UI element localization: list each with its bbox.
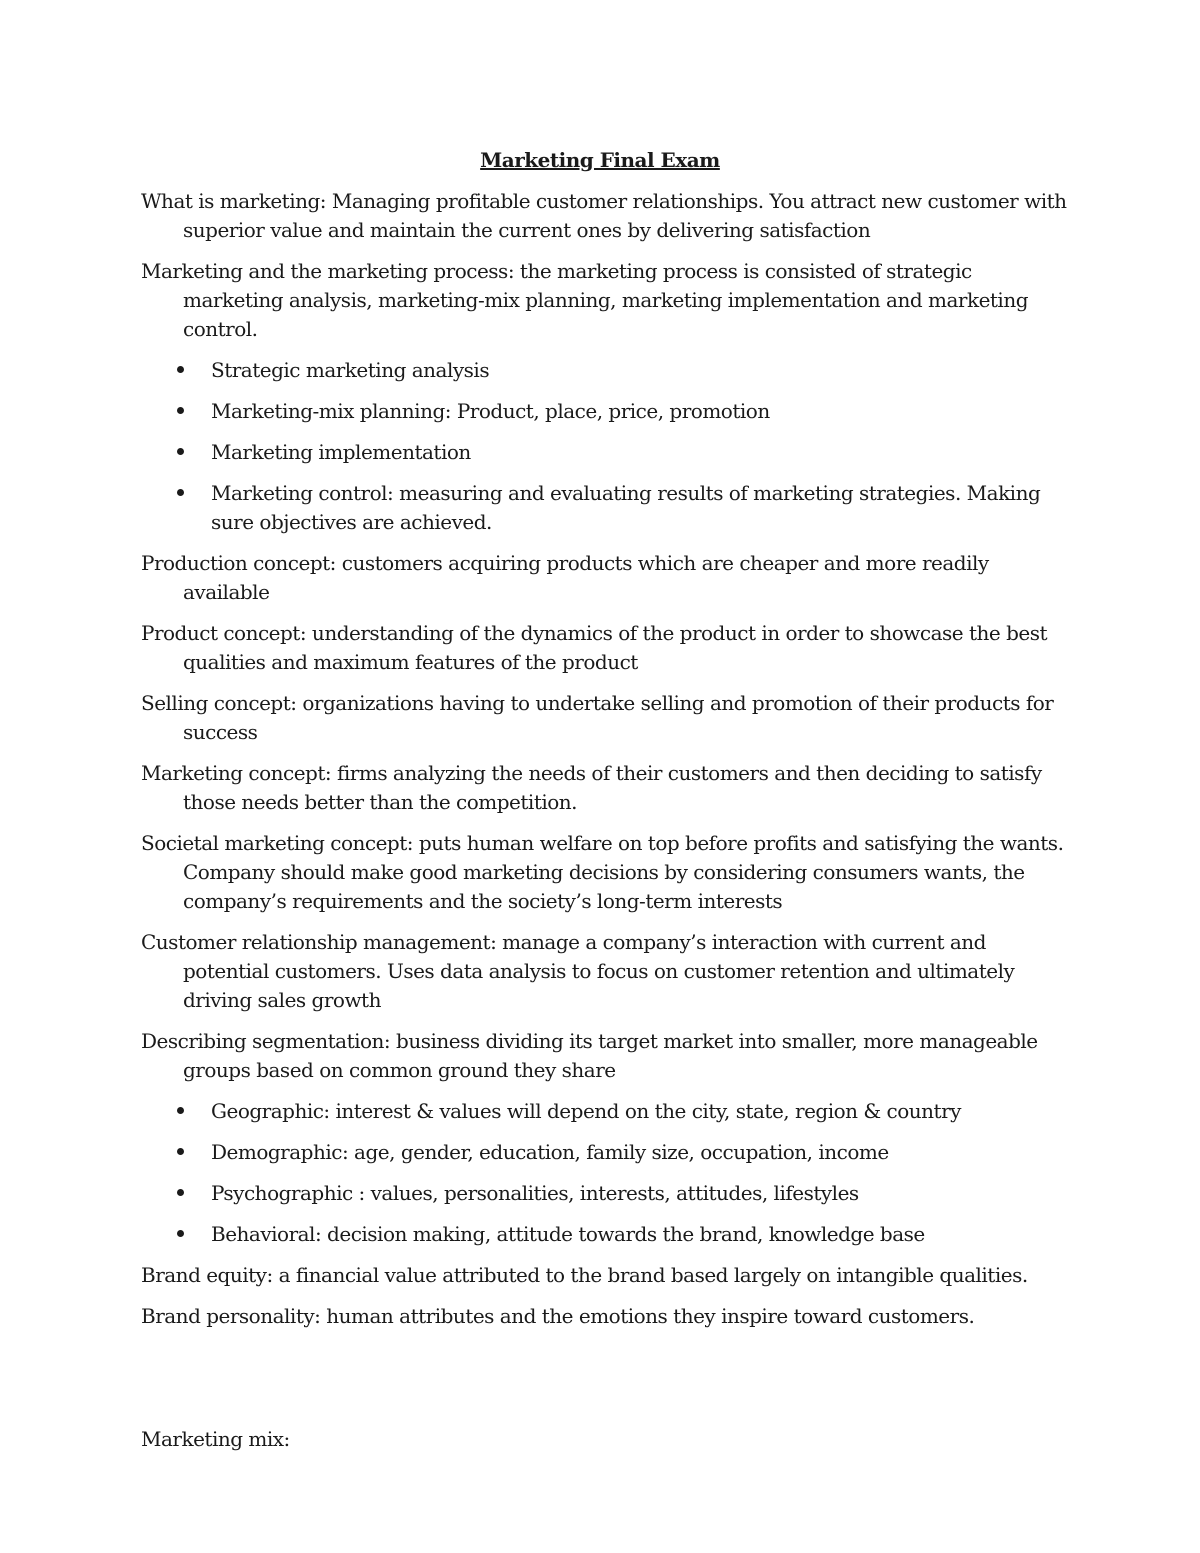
list-item [141,397,1071,426]
document-title: Marketing Final Exam [480,148,720,172]
list-item-text: Strategic marketing analysis [211,358,490,382]
bullet-icon [177,1148,184,1155]
paragraph-selling-concept: Selling concept: organizations having to undertake selling and promotion of their products for success [141,691,1054,744]
bullet-icon [177,407,184,414]
paragraph-brand-equity: Brand equity: a financial value attributed to the brand based largely on intangible qualities. [141,1263,1028,1287]
document-body [141,146,1071,1466]
list-item-text: Marketing implementation [211,440,471,464]
paragraph-brand-personality: Brand personality: human attributes and the emotions they inspire toward customers. [141,1304,975,1328]
bullet-icon [177,1107,184,1114]
list-item-text: Geographic: interest & values will depend on the city, state, region & country [211,1099,961,1123]
paragraph-societal-marketing-concept: Societal marketing concept: puts human welfare on top before profits and satisfying the wants. Company should make good marketing decisions by considering consumers wants, the company’s requirements and the society’s long-term interests [141,831,1064,913]
list-item-text: Marketing control: measuring and evaluating results of marketing strategies. Making sure objectives are achieved. [211,481,1041,534]
list-item [141,1138,1071,1167]
marketing-mix-heading: Marketing mix: [141,1427,290,1451]
segmentation-list [141,1097,1071,1249]
list-item [141,1220,1071,1249]
list-item-text: Demographic: age, gender, education, family size, occupation, income [211,1140,889,1164]
list-item-text: Psychographic : values, personalities, interests, attitudes, lifestyles [211,1181,859,1205]
list-item [141,479,1071,537]
list-item-text: Behavioral: decision making, attitude towards the brand, knowledge base [211,1222,925,1246]
bullet-icon [177,448,184,455]
paragraph-marketing-concept: Marketing concept: firms analyzing the needs of their customers and then deciding to satisfy those needs better than the competition. [141,761,1042,814]
list-item [141,356,1071,385]
paragraph-marketing-process: Marketing and the marketing process: the marketing process is consisted of strategic marketing analysis, marketing-mix planning, marketing implementation and marketing control. [141,259,1029,341]
list-item [141,1179,1071,1208]
paragraph-product-concept: Product concept: understanding of the dynamics of the product in order to showcase the best qualities and maximum features of the product [141,621,1048,674]
list-item [141,1097,1071,1126]
list-item-text: Marketing-mix planning: Product, place, price, promotion [211,399,770,423]
paragraph-describing-segmentation: Describing segmentation: business dividing its target market into smaller, more manageable groups based on common ground they share [141,1029,1038,1082]
bullet-icon [177,366,184,373]
list-item [141,438,1071,467]
bullet-icon [177,1189,184,1196]
marketing-process-list [141,356,1071,537]
paragraph-production-concept: Production concept: customers acquiring products which are cheaper and more readily available [141,551,989,604]
bullet-icon [177,489,184,496]
paragraph-what-is-marketing: What is marketing: Managing profitable customer relationships. You attract new customer with superior value and maintain the current ones by delivering satisfaction [141,189,1067,242]
blank-space [141,1343,1071,1425]
bullet-icon [177,1230,184,1237]
paragraph-customer-relationship-management: Customer relationship management: manage a company’s interaction with current and potential customers. Uses data analysis to focus on customer retention and ultimately driving sales growth [141,930,1015,1012]
